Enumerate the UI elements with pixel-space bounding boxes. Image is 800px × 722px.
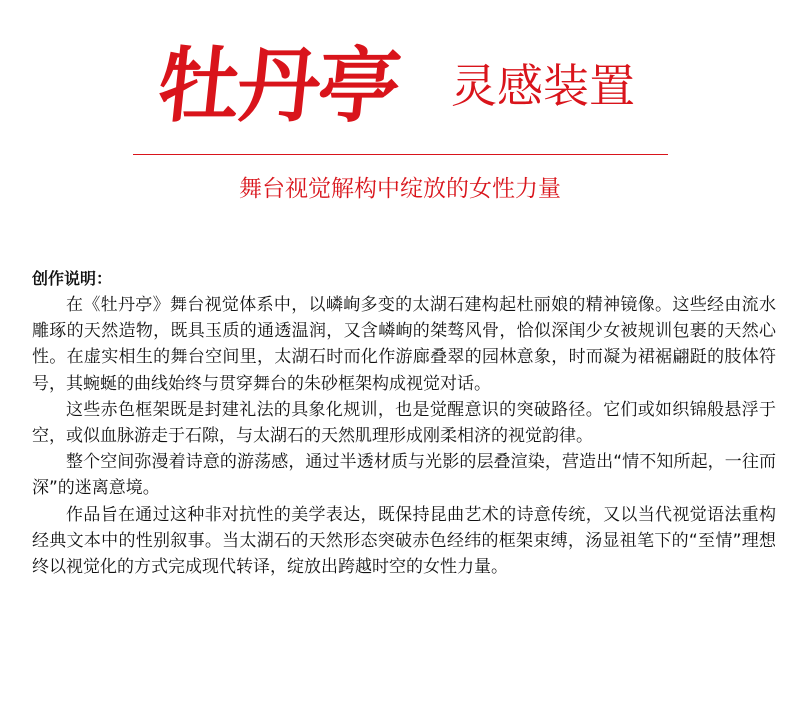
section-heading: 创作说明：	[32, 269, 113, 288]
poster-header	[0, 0, 800, 220]
calligraphy-title: 牡丹亭	[152, 38, 404, 134]
creation-statement	[32, 266, 776, 580]
paragraph-4: 作品旨在通过这种非对抗性的美学表达，既保持昆曲艺术的诗意传统，又以当代视觉语法重构经典文本中的性别叙事。当太湖石的天然形态突破赤色经纬的框架束缚，汤显祖笔下的“至情”理想终以视觉化的方式完成现代转译，绽放出跨越时空的女性力量。	[32, 504, 776, 578]
title-suffix: 灵感装置	[451, 59, 635, 113]
paragraph-1: 在《牡丹亭》舞台视觉体系中，以嶙峋多变的太湖石建构起杜丽娘的精神镜像。这些经由流水雕琢的天然造物，既具玉质的通透温润，又含嶙峋的桀骜风骨，恰似深闺少女被规训包裹的天然心性。在虚实相生的舞台空间里，太湖石时而化作游廊叠翠的园林意象，时而凝为裙裾翩跹的肢体符号，其蜿蜒的曲线始终与贯穿舞台的朱砂框架构成视觉对话。	[32, 295, 776, 394]
header-divider	[133, 154, 668, 155]
paragraph-3: 整个空间弥漫着诗意的游荡感，通过半透材质与光影的层叠渲染，营造出“情不知所起，一往而深”的迷离意境。	[32, 452, 776, 499]
tagline: 舞台视觉解构中绽放的女性力量	[239, 176, 561, 202]
paragraph-2: 这些赤色框架既是封建礼法的具象化规训，也是觉醒意识的突破路径。它们或如织锦般悬浮于空，或似血脉游走于石隙，与太湖石的天然肌理形成刚柔相济的视觉韵律。	[32, 399, 776, 447]
